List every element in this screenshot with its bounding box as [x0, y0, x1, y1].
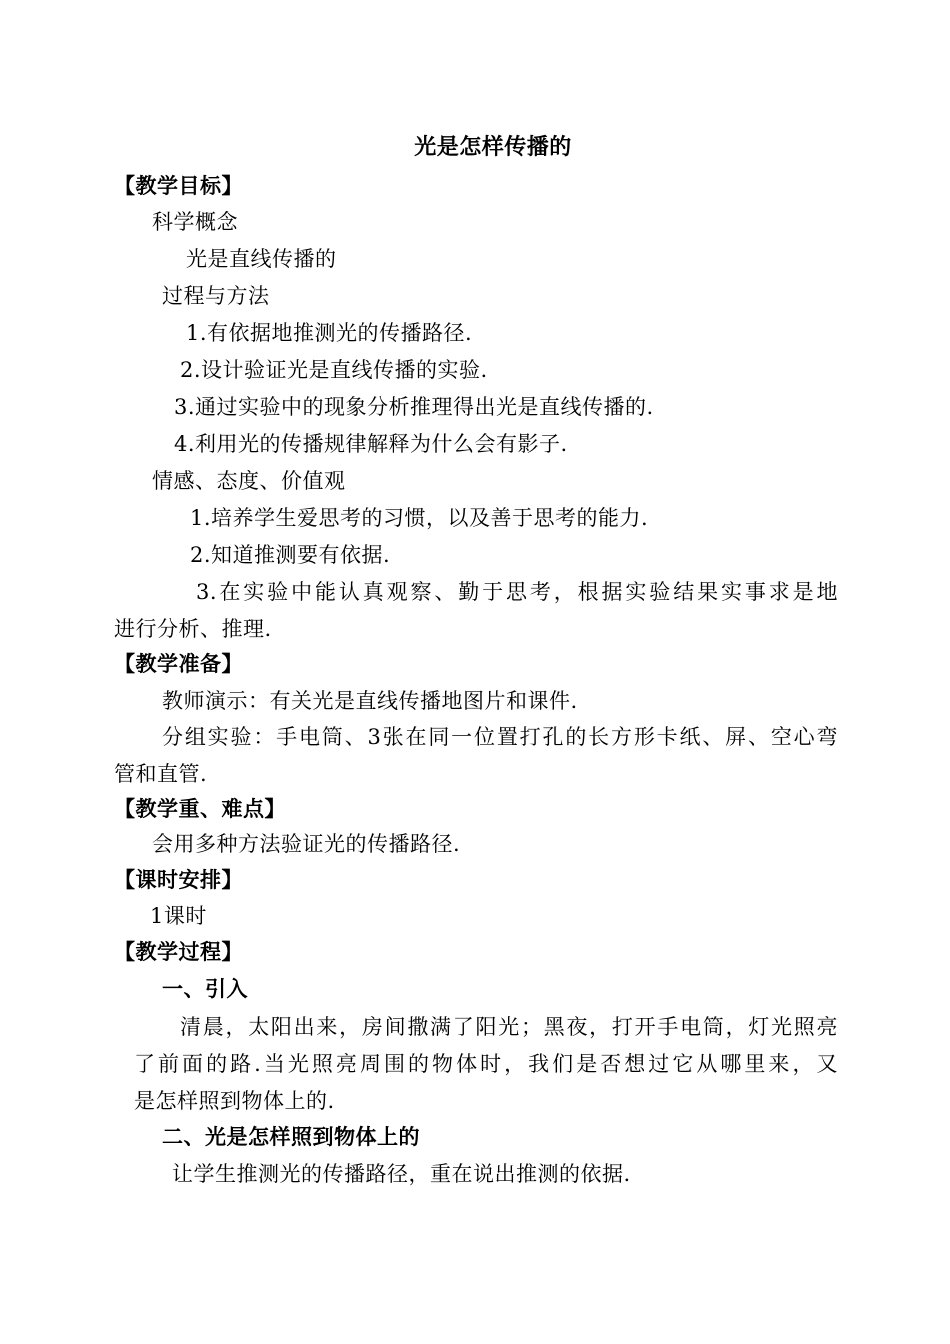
section-heading-preparation: 【教学准备】 [114, 652, 243, 676]
process-item: 1.有依据地推测光的传播路径. [186, 321, 473, 345]
process-part1-paragraph-end: 是怎样照到物体上的. [134, 1089, 335, 1113]
group-experiment-text: 分组实验：手电筒、3张在同一位置打孔的长方形卡纸、屏、空心弯 [162, 725, 838, 749]
section-heading-key-points: 【教学重、难点】 [114, 797, 286, 821]
process-item: 2.设计验证光是直线传播的实验. [180, 358, 488, 382]
process-method-label: 过程与方法 [162, 284, 270, 308]
science-concept-text: 光是直线传播的 [186, 247, 337, 271]
section-heading-schedule: 【课时安排】 [114, 868, 243, 892]
key-points-text: 会用多种方法验证光的传播路径. [152, 832, 461, 856]
schedule-text: 1课时 [150, 904, 207, 928]
process-part2-heading: 二、光是怎样照到物体上的 [162, 1125, 420, 1149]
attitude-item: 3.在实验中能认真观察、勤于思考，根据实验结果实事求是地 [196, 580, 838, 604]
attitude-item-continued: 进行分析、推理. [114, 617, 272, 641]
section-heading-process: 【教学过程】 [114, 940, 243, 964]
process-part1-paragraph-continued: 了前面的路.当光照亮周围的物体时，我们是否想过它从哪里来，又 [134, 1052, 838, 1076]
process-item: 3.通过实验中的现象分析推理得出光是直线传播的. [174, 395, 654, 419]
section-heading-objectives: 【教学目标】 [114, 174, 243, 198]
process-part1-heading: 一、引入 [162, 977, 248, 1001]
attitude-item: 2.知道推测要有依据. [190, 543, 391, 567]
teacher-demo-text: 教师演示：有关光是直线传播地图片和课件. [162, 689, 578, 713]
process-item: 4.利用光的传播规律解释为什么会有影子. [174, 432, 568, 456]
group-experiment-text-continued: 管和直管. [114, 762, 208, 786]
science-concept-label: 科学概念 [152, 210, 238, 234]
attitude-label: 情感、态度、价值观 [152, 469, 346, 493]
process-part1-paragraph: 清晨，太阳出来，房间撒满了阳光；黑夜，打开手电筒，灯光照亮 [180, 1015, 838, 1039]
attitude-item: 1.培养学生爱思考的习惯，以及善于思考的能力. [190, 506, 649, 530]
document-title: 光是怎样传播的 [414, 135, 572, 160]
process-part2-text: 让学生推测光的传播路径，重在说出推测的依据. [172, 1162, 631, 1186]
